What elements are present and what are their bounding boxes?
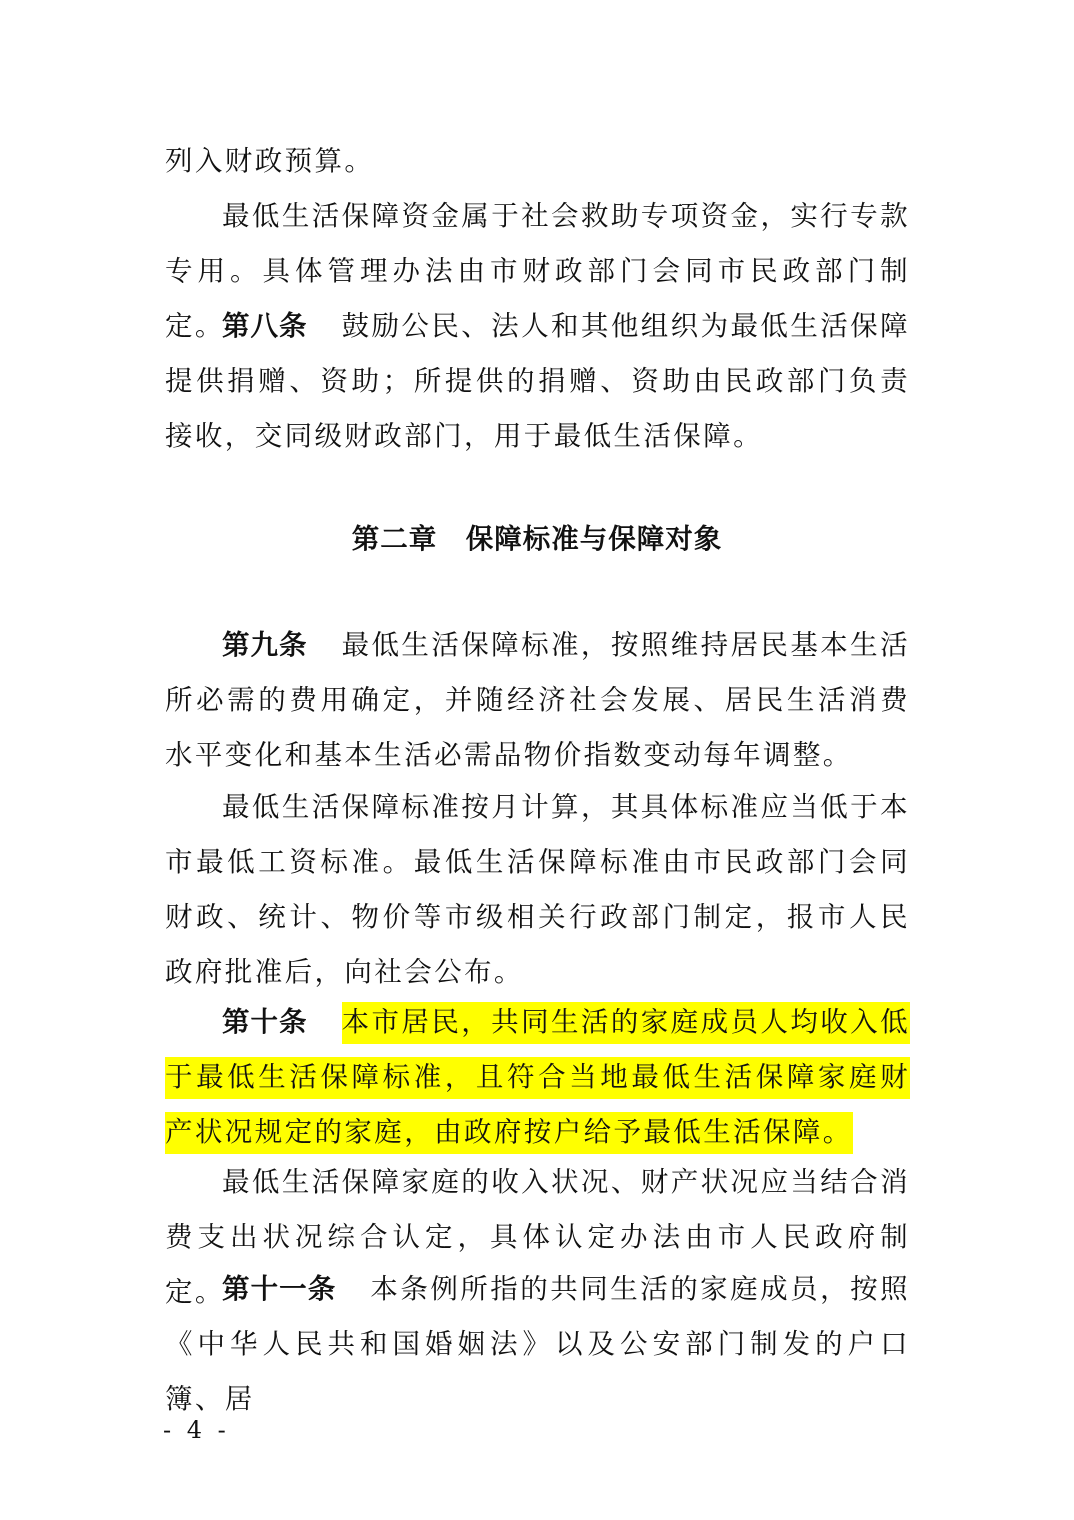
article-8 bbox=[165, 299, 910, 464]
article-11 bbox=[165, 1262, 910, 1427]
paragraph bbox=[165, 134, 910, 189]
highlighted-text: 本市居民，共同生活的家庭成员人均收入低于最低生活保障标准，且符合当地最低生活保障家庭财产状况规定的家庭，由政府按户给予最低生活保障。 bbox=[165, 1002, 910, 1154]
paragraph-text: 本条例所指的共同生活的家庭成员，按照《中华人民共和国婚姻法》以及公安部门制发的户口簿、居 bbox=[165, 1273, 910, 1415]
article-title: 第八条 bbox=[222, 310, 308, 342]
paragraph-text: 最低生活保障家庭的收入状况、财产状况应当结合消费支出状况综合认定，具体认定办法由市人民政府制定。 bbox=[165, 1166, 910, 1308]
paragraph-text: 鼓励公民、法人和其他组织为最低生活保障提供捐赠、资助；所提供的捐赠、资助由民政部门负责接收，交同级财政部门，用于最低生活保障。 bbox=[165, 310, 910, 452]
paragraph-text: 最低生活保障标准，按照维持居民基本生活所必需的费用确定，并随经济社会发展、居民生活消费水平变化和基本生活必需品物价指数变动每年调整。 bbox=[165, 629, 910, 771]
page-number: - 4 - bbox=[163, 1416, 230, 1444]
paragraph-text: 最低生活保障资金属于社会救助专项资金，实行专款专用。具体管理办法由市财政部门会同市民政部门制定。 bbox=[165, 200, 910, 342]
paragraph bbox=[165, 780, 910, 1000]
chapter-heading: 第二章 保障标准与保障对象 bbox=[351, 523, 723, 555]
article-9 bbox=[165, 618, 910, 783]
paragraph-text: 列入财政预算。 bbox=[165, 145, 375, 177]
article-10 bbox=[165, 995, 910, 1160]
paragraph-text: 最低生活保障标准按月计算，其具体标准应当低于本市最低工资标准。最低生活保障标准由市民政部门会同财政、统计、物价等市级相关行政部门制定，报市人民政府批准后，向社会公布。 bbox=[165, 791, 910, 988]
article-title: 第九条 bbox=[222, 629, 308, 661]
article-title: 第十条 bbox=[222, 1006, 308, 1038]
article-title: 第十一条 bbox=[222, 1273, 337, 1305]
